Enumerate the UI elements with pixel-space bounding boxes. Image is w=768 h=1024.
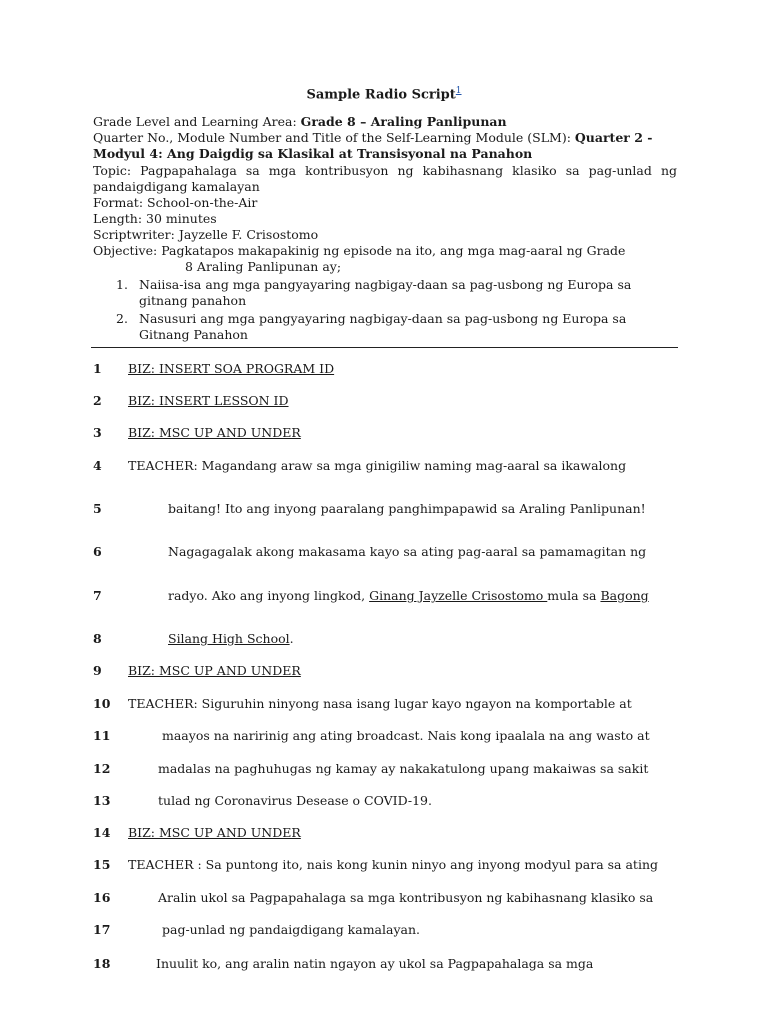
- script-line-text: BIZ: MSC UP AND UNDER: [128, 825, 301, 840]
- objective-number: 1.: [116, 277, 128, 292]
- line-number: 16: [93, 890, 111, 905]
- script-line-text: madalas na paghuhugas ng kamay ay nakakatulong upang makaiwas sa sakit: [158, 761, 649, 776]
- scriptwriter-line: Scriptwriter: Jayzelle F. Crisostomo: [93, 227, 319, 242]
- line-number: 14: [93, 825, 111, 840]
- script-line-text: BIZ: MSC UP AND UNDER: [128, 663, 301, 678]
- line-number: 18: [93, 956, 111, 971]
- script-line-text: Silang High School.: [168, 631, 294, 646]
- line-number: 1: [93, 361, 102, 376]
- script-line-text: Aralin ukol sa Pagpapahalaga sa mga kontribusyon ng kabihasnang klasiko sa: [158, 890, 654, 905]
- script-line-text: BIZ: INSERT SOA PROGRAM ID: [128, 361, 335, 376]
- line-number: 12: [93, 761, 111, 776]
- footnote-link[interactable]: 1: [455, 86, 462, 96]
- teacher-name-link: Ginang Jayzelle Crisostomo: [369, 588, 548, 603]
- school-name-link: Bagong: [600, 588, 649, 603]
- objective-item: Naiisa-isa ang mga pangyayaring nagbigay-daan sa pag-usbong ng Europa sa gitnang panahon: [139, 277, 632, 308]
- objective-number: 2.: [116, 311, 128, 326]
- script-line-text: Nagagagalak akong makasama kayo sa ating pag-aaral sa pamamagitan ng: [168, 544, 647, 559]
- line-number: 10: [93, 696, 111, 711]
- topic-line: Topic: Pagpapahalaga sa mga kontribusyon ng kabihasnang klasiko sa pag-unlad ng: [93, 163, 677, 178]
- script-line-text: tulad ng Coronavirus Desease o COVID-19.: [158, 793, 432, 808]
- script-line-text: TEACHER : Sa puntong ito, nais kong kunin ninyo ang inyong modyul para sa ating: [128, 857, 659, 872]
- line-number: 15: [93, 857, 111, 872]
- script-line-text: radyo. Ako ang inyong lingkod, Ginang Jayzelle Crisostomo mula sa Bagong: [168, 588, 649, 603]
- script-line-text: maayos na naririnig ang ating broadcast. Nais kong ipaalala na ang wasto at: [162, 728, 650, 743]
- line-number: 7: [93, 588, 102, 603]
- script-line-text: BIZ: INSERT LESSON ID: [128, 393, 289, 408]
- script-line-text: Inuulit ko, ang aralin natin ngayon ay ukol sa Pagpapahalaga sa mga: [156, 956, 594, 971]
- script-line-text: pag-unlad ng pandaigdigang kamalayan.: [162, 922, 420, 937]
- school-name-link: Silang High School: [168, 631, 290, 646]
- line-number: 11: [93, 728, 111, 743]
- format-line: Format: School-on-the-Air: [93, 195, 258, 210]
- line-number: 4: [93, 458, 102, 473]
- script-line-text: TEACHER: Magandang araw sa mga ginigiliw naming mag-aaral sa ikawalong: [128, 458, 627, 473]
- line-number: 9: [93, 663, 102, 678]
- module-title-line: Modyul 4: Ang Daigdig sa Klasikal at Transisyonal na Panahon: [93, 146, 533, 161]
- quarter-line: Quarter No., Module Number and Title of the Self-Learning Module (SLM): Quarter 2 -: [93, 130, 653, 145]
- objective-line: Objective: Pagkatapos makapakinig ng episode na ito, ang mga mag-aaral ng Grade: [93, 243, 626, 258]
- length-line: Length: 30 minutes: [93, 211, 217, 226]
- line-number: 2: [93, 393, 102, 408]
- line-number: 13: [93, 793, 111, 808]
- grade-level-line: Grade Level and Learning Area: Grade 8 – Araling Panlipunan: [93, 114, 507, 129]
- line-number: 5: [93, 501, 102, 516]
- script-line-text: BIZ: MSC UP AND UNDER: [128, 425, 301, 440]
- line-number: 6: [93, 544, 102, 559]
- document-title: Sample Radio Script$^1$: [306, 86, 462, 103]
- topic-line-cont: pandaigdigang kamalayan: [93, 179, 260, 194]
- objective-item: Nasusuri ang mga pangyayaring nagbigay-daan sa pag-usbong ng Europa sa Gitnang Panahon: [139, 311, 627, 342]
- line-number: 17: [93, 922, 111, 937]
- line-number: 8: [93, 631, 102, 646]
- line-number: 3: [93, 425, 102, 440]
- script-line-text: baitang! Ito ang inyong paaralang panghimpapawid sa Araling Panlipunan!: [168, 501, 646, 516]
- section-divider: [91, 347, 678, 348]
- script-line-text: TEACHER: Siguruhin ninyong nasa isang lugar kayo ngayon na komportable at: [128, 696, 632, 711]
- objective-line-cont: 8 Araling Panlipunan ay;: [185, 259, 342, 274]
